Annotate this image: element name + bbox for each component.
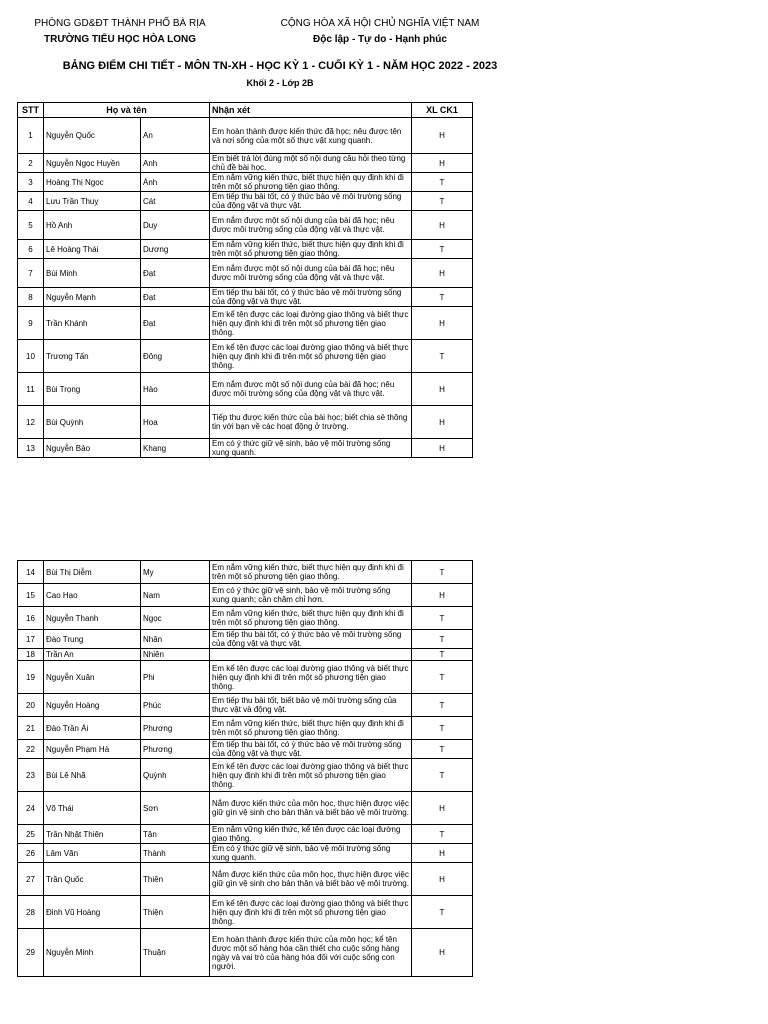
cell-family-name: Bùi Lê Nhã xyxy=(44,759,141,792)
cell-family-name: Trần Khánh xyxy=(44,307,141,340)
cell-grade: H xyxy=(412,792,473,825)
cell-stt: 3 xyxy=(18,173,44,192)
cell-grade: H xyxy=(412,154,473,173)
national-header xyxy=(270,16,490,48)
cell-stt: 14 xyxy=(18,561,44,584)
cell-given-name: Phi xyxy=(141,661,210,694)
cell-comment: Em nắm vững kiến thức, biết thực hiện quy định khi đi trên một số phương tiện giao thông. xyxy=(210,173,412,192)
cell-grade: H xyxy=(412,929,473,977)
cell-stt: 18 xyxy=(18,649,44,661)
table-row xyxy=(18,740,473,759)
cell-stt: 19 xyxy=(18,661,44,694)
cell-comment: Em kể tên được các loại đường giao thông và biết thực hiện quy định khi đi trên một số phương tiện giao thông. xyxy=(210,896,412,929)
cell-grade: H xyxy=(412,307,473,340)
cell-grade: H xyxy=(412,259,473,288)
cell-family-name: Trần An xyxy=(44,649,141,661)
cell-given-name: Duy xyxy=(141,211,210,240)
cell-comment: Em nắm được một số nội dung của bài đã học; nêu được môi trường sống của động vật và thực vật. xyxy=(210,259,412,288)
cell-family-name: Nguyễn Xuân xyxy=(44,661,141,694)
cell-comment: Em nắm được một số nội dung của bài đã học; nêu được môi trường sống của động vật và thực vật. xyxy=(210,211,412,240)
cell-grade: T xyxy=(412,192,473,211)
cell-comment: Em nắm vững kiến thức, kể tên được các loại đường giao thông. xyxy=(210,825,412,844)
country-name: CỘNG HÒA XÃ HỘI CHỦ NGHĨA VIỆT NAM xyxy=(280,18,480,29)
cell-stt: 25 xyxy=(18,825,44,844)
cell-given-name: Đạt xyxy=(141,259,210,288)
cell-family-name: Bùi Thị Diễm xyxy=(44,561,141,584)
cell-comment: Em tiếp thu bài tốt, biết bảo vệ môi trường sống của thực vật và động vật. xyxy=(210,694,412,717)
table-row xyxy=(18,373,473,406)
table-row xyxy=(18,173,473,192)
page-title: BẢNG ĐIỂM CHI TIẾT - MÔN TN-XH - HỌC KỲ 1 - CUỐI KỲ 1 - NĂM HỌC 2022 - 2023 xyxy=(62,60,498,72)
col-header-comment: Nhận xét xyxy=(210,103,412,118)
cell-grade: T xyxy=(412,740,473,759)
cell-given-name: Tân xyxy=(141,825,210,844)
cell-given-name: Nhiên xyxy=(141,649,210,661)
cell-given-name: Thuận xyxy=(141,929,210,977)
table-row xyxy=(18,863,473,896)
cell-stt: 17 xyxy=(18,630,44,649)
cell-comment: Em nắm vững kiến thức, biết thực hiện quy định khi đi trên một số phương tiện giao thông. xyxy=(210,717,412,740)
table-row xyxy=(18,561,473,584)
cell-stt: 26 xyxy=(18,844,44,863)
cell-comment: Em tiếp thu bài tốt, có ý thức bảo vệ môi trường sống của động vật và thực vật. xyxy=(210,192,412,211)
table-row xyxy=(18,192,473,211)
cell-given-name: Phương xyxy=(141,717,210,740)
cell-comment: Em nắm vững kiến thức, biết thực hiện quy định khi đi trên một số phương tiện giao thông. xyxy=(210,240,412,259)
cell-stt: 24 xyxy=(18,792,44,825)
school-name: TRƯỜNG TIỂU HỌC HÒA LONG xyxy=(43,34,196,45)
cell-given-name: Sơn xyxy=(141,792,210,825)
cell-given-name: Nam xyxy=(141,584,210,607)
cell-grade: T xyxy=(412,694,473,717)
grades-table-1 xyxy=(17,102,473,458)
cell-grade: H xyxy=(412,118,473,154)
cell-grade: T xyxy=(412,630,473,649)
cell-grade: T xyxy=(412,288,473,307)
cell-stt: 2 xyxy=(18,154,44,173)
cell-family-name: Bùi Minh xyxy=(44,259,141,288)
table-row xyxy=(18,154,473,173)
cell-comment: Em tiếp thu bài tốt, có ý thức bảo vệ môi trường sống của động vật và thực vật. xyxy=(210,740,412,759)
cell-family-name: Trương Tấn xyxy=(44,340,141,373)
cell-stt: 23 xyxy=(18,759,44,792)
table-row xyxy=(18,406,473,439)
cell-family-name: Nguyễn Ngọc Huyền xyxy=(44,154,141,173)
col-header-stt: STT xyxy=(18,103,44,118)
cell-given-name: Cát xyxy=(141,192,210,211)
school-header xyxy=(20,16,220,48)
cell-family-name: Trần Nhật Thiên xyxy=(44,825,141,844)
table-row xyxy=(18,717,473,740)
cell-comment: Tiếp thu được kiến thức của bài học; biết chia sẻ thông tin với bạn về các hoạt động ở trường. xyxy=(210,406,412,439)
cell-stt: 20 xyxy=(18,694,44,717)
cell-given-name: Thiện xyxy=(141,896,210,929)
cell-family-name: Lê Hoàng Thái xyxy=(44,240,141,259)
cell-comment: Em có ý thức giữ vệ sinh, bảo vệ môi trường sống xung quanh; cần chăm chỉ hơn. xyxy=(210,584,412,607)
cell-given-name: Phúc xyxy=(141,694,210,717)
table-row xyxy=(18,896,473,929)
cell-stt: 12 xyxy=(18,406,44,439)
cell-given-name: My xyxy=(141,561,210,584)
cell-grade: T xyxy=(412,896,473,929)
cell-comment: Em nắm được một số nội dung của bài đã học; nêu được môi trường sống của động vật và thực vật. xyxy=(210,373,412,406)
cell-given-name: Quỳnh xyxy=(141,759,210,792)
cell-stt: 28 xyxy=(18,896,44,929)
table-header-row xyxy=(18,103,473,118)
cell-comment: Em có ý thức giữ vệ sinh, bảo vệ môi trường sống xung quanh. xyxy=(210,439,412,458)
cell-comment: Em biết trả lời đúng một số nội dung câu hỏi theo từng chủ đề bài học. xyxy=(210,154,412,173)
cell-grade: H xyxy=(412,406,473,439)
table-row xyxy=(18,694,473,717)
cell-comment: Em nắm vững kiến thức, biết thực hiện quy định khi đi trên một số phương tiện giao thông. xyxy=(210,561,412,584)
cell-given-name: Dương xyxy=(141,240,210,259)
cell-stt: 11 xyxy=(18,373,44,406)
table-row xyxy=(18,118,473,154)
cell-family-name: Nguyễn Mạnh xyxy=(44,288,141,307)
cell-grade: T xyxy=(412,340,473,373)
cell-stt: 9 xyxy=(18,307,44,340)
cell-grade: T xyxy=(412,607,473,630)
cell-grade: T xyxy=(412,661,473,694)
cell-grade: H xyxy=(412,211,473,240)
cell-comment xyxy=(210,649,412,661)
cell-grade: H xyxy=(412,584,473,607)
table-row xyxy=(18,649,473,661)
cell-family-name: Nguyễn Hoàng xyxy=(44,694,141,717)
cell-comment: Em kể tên được các loại đường giao thông và biết thực hiện quy định khi đi trên một số phương tiện giao thông. xyxy=(210,307,412,340)
cell-grade: H xyxy=(412,844,473,863)
cell-comment: Em kể tên được các loại đường giao thông và biết thực hiện quy định khi đi trên một số phương tiện giao thông. xyxy=(210,340,412,373)
cell-comment: Em hoàn thành được kiến thức của môn học; kể tên được một số hàng hóa cần thiết cho cuộc sống hàng ngày và vai trò của hàng hóa đối với cuộc sống con người. xyxy=(210,929,412,977)
cell-given-name: Ánh xyxy=(141,173,210,192)
cell-family-name: Nguyễn Bảo xyxy=(44,439,141,458)
cell-family-name: Hồ Anh xyxy=(44,211,141,240)
cell-family-name: Cao Hạo xyxy=(44,584,141,607)
cell-given-name: Hào xyxy=(141,373,210,406)
cell-family-name: Lâm Văn xyxy=(44,844,141,863)
cell-given-name: Đạt xyxy=(141,307,210,340)
cell-comment: Em tiếp thu bài tốt, có ý thức bảo vệ môi trường sống của động vật và thực vật. xyxy=(210,630,412,649)
cell-family-name: Võ Thái xyxy=(44,792,141,825)
cell-family-name: Nguyễn Minh xyxy=(44,929,141,977)
cell-stt: 1 xyxy=(18,118,44,154)
cell-family-name: Nguyễn Thanh xyxy=(44,607,141,630)
national-motto: Độc lập - Tự do - Hạnh phúc xyxy=(313,34,447,45)
cell-stt: 10 xyxy=(18,340,44,373)
cell-family-name: Bùi Trọng xyxy=(44,373,141,406)
cell-comment: Nắm được kiến thức của môn học, thực hiện được việc giữ gìn vệ sinh cho bản thân và biết bảo vệ môi trường. xyxy=(210,792,412,825)
cell-given-name: Hoa xyxy=(141,406,210,439)
cell-family-name: Đào Trung xyxy=(44,630,141,649)
cell-stt: 15 xyxy=(18,584,44,607)
table-row xyxy=(18,288,473,307)
cell-stt: 27 xyxy=(18,863,44,896)
cell-given-name: Nhân xyxy=(141,630,210,649)
table-row xyxy=(18,792,473,825)
table-row xyxy=(18,340,473,373)
table-row xyxy=(18,607,473,630)
cell-grade: H xyxy=(412,863,473,896)
cell-stt: 21 xyxy=(18,717,44,740)
table-row xyxy=(18,630,473,649)
cell-comment: Em tiếp thu bài tốt, có ý thức bảo vệ môi trường sống của động vật và thực vật. xyxy=(210,288,412,307)
cell-given-name: Thiên xyxy=(141,863,210,896)
cell-family-name: Lưu Trần Thuỵ xyxy=(44,192,141,211)
cell-grade: T xyxy=(412,649,473,661)
cell-grade: H xyxy=(412,373,473,406)
table-row xyxy=(18,211,473,240)
cell-comment: Em kể tên được các loại đường giao thông và biết thực hiện quy định khi đi trên một số phương tiện giao thông. xyxy=(210,661,412,694)
cell-given-name: Khang xyxy=(141,439,210,458)
class-subtitle: Khối 2 - Lớp 2B xyxy=(246,78,314,88)
table-row xyxy=(18,759,473,792)
cell-grade: T xyxy=(412,759,473,792)
cell-given-name: An xyxy=(141,118,210,154)
cell-given-name: Phương xyxy=(141,740,210,759)
cell-grade: T xyxy=(412,561,473,584)
cell-family-name: Trần Quốc xyxy=(44,863,141,896)
cell-comment: Em có ý thức giữ vệ sinh, bảo vệ môi trường sống xung quanh. xyxy=(210,844,412,863)
cell-family-name: Đào Trần Ái xyxy=(44,717,141,740)
cell-stt: 22 xyxy=(18,740,44,759)
col-header-name: Họ và tên xyxy=(44,103,210,118)
cell-stt: 8 xyxy=(18,288,44,307)
cell-comment: Em hoàn thành được kiến thức đã học; nêu được tên và nơi sống của một số thực vật xung quanh. xyxy=(210,118,412,154)
table-row xyxy=(18,439,473,458)
cell-grade: T xyxy=(412,240,473,259)
cell-grade: T xyxy=(412,173,473,192)
cell-given-name: Thành xyxy=(141,844,210,863)
cell-given-name: Đạt xyxy=(141,288,210,307)
cell-stt: 5 xyxy=(18,211,44,240)
cell-family-name: Bùi Quỳnh xyxy=(44,406,141,439)
cell-grade: H xyxy=(412,439,473,458)
cell-grade: T xyxy=(412,825,473,844)
cell-given-name: Đông xyxy=(141,340,210,373)
cell-stt: 4 xyxy=(18,192,44,211)
table-row xyxy=(18,844,473,863)
col-header-grade: XL CK1 xyxy=(412,103,473,118)
table-row xyxy=(18,584,473,607)
cell-stt: 7 xyxy=(18,259,44,288)
department-name: PHÒNG GD&ĐT THÀNH PHỐ BÀ RỊA xyxy=(34,18,206,29)
cell-comment: Em nắm vững kiến thức, biết thực hiện quy định khi đi trên một số phương tiện giao thông. xyxy=(210,607,412,630)
cell-comment: Em kể tên được các loại đường giao thông và biết thực hiện quy định khi đi trên một số phương tiện giao thông. xyxy=(210,759,412,792)
cell-stt: 29 xyxy=(18,929,44,977)
table-row xyxy=(18,307,473,340)
cell-stt: 6 xyxy=(18,240,44,259)
cell-grade: T xyxy=(412,717,473,740)
table-row xyxy=(18,259,473,288)
cell-family-name: Hoàng Thị Ngọc xyxy=(44,173,141,192)
grades-table-2 xyxy=(17,560,473,977)
table-row xyxy=(18,661,473,694)
cell-given-name: Ngọc xyxy=(141,607,210,630)
cell-given-name: Anh xyxy=(141,154,210,173)
cell-comment: Nắm được kiến thức của môn học, thực hiện được việc giữ gìn vệ sinh cho bản thân và biết bảo vệ môi trường. xyxy=(210,863,412,896)
cell-family-name: Đinh Vũ Hoàng xyxy=(44,896,141,929)
table-row xyxy=(18,825,473,844)
table-row xyxy=(18,929,473,977)
cell-stt: 13 xyxy=(18,439,44,458)
cell-family-name: Nguyễn Quốc xyxy=(44,118,141,154)
cell-family-name: Nguyễn Phạm Hà xyxy=(44,740,141,759)
table-row xyxy=(18,240,473,259)
cell-stt: 16 xyxy=(18,607,44,630)
